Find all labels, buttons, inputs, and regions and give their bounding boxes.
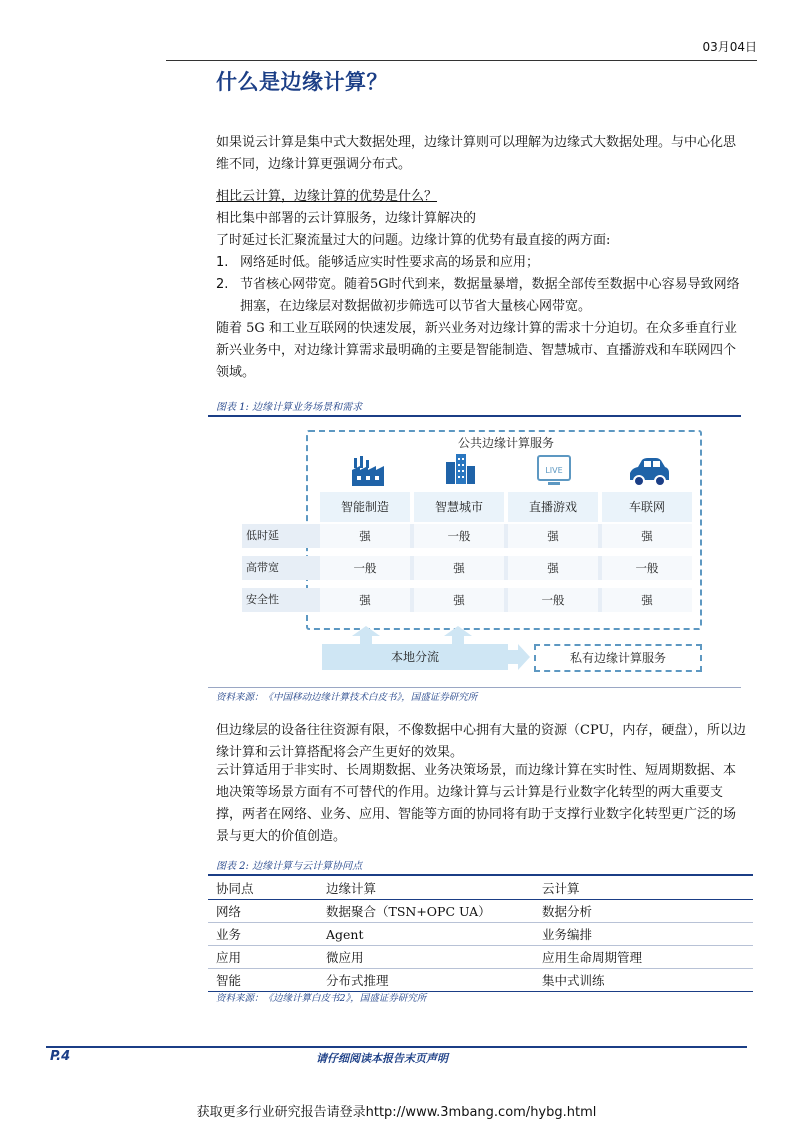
diagram-cell: 一般	[414, 524, 504, 548]
list-number: 1.	[216, 255, 229, 270]
column-live-gaming: 直播游戏	[508, 492, 598, 522]
table-cell: 智能	[208, 969, 318, 992]
table-cell: 业务	[208, 923, 318, 946]
column-smart-manufacturing: 智能制造	[320, 492, 410, 522]
figure1-source-rule	[208, 687, 741, 688]
column-connected-vehicle: 车联网	[602, 492, 692, 522]
table-cell: 集中式训练	[534, 969, 753, 992]
diagram-cell: 一般	[320, 556, 410, 580]
diagram-cell: 强	[414, 556, 504, 580]
diagram-cell: 一般	[508, 588, 598, 612]
edge-scenario-diagram	[208, 418, 741, 686]
live-icon	[534, 454, 574, 488]
demand-paragraph: 随着 5G 和工业互联网的快速发展，新兴业务对边缘计算的需求十分迫切。在众多垂直行业新兴业务中，对边缘计算需求最明确的主要是智能制造、智慧城市、直播游戏和车联网四个领域。	[216, 321, 737, 380]
more-reports-link[interactable]: 获取更多行业研究报告请登录http://www.3mbang.com/hybg.html	[196, 1105, 597, 1120]
advantage-list	[216, 252, 748, 318]
table-row	[208, 900, 753, 923]
live-icon-text: LIVE	[545, 466, 563, 475]
table-header: 云计算	[534, 875, 753, 900]
page-number: P.4	[50, 1049, 71, 1064]
table-header-row	[208, 875, 753, 900]
diagram-cell: 强	[602, 588, 692, 612]
table-cell: Agent	[318, 923, 534, 946]
row-label-bandwidth: 高带宽	[246, 561, 279, 574]
table-cell: 网络	[208, 900, 318, 923]
car-icon	[626, 456, 666, 490]
up-arrow-icon	[440, 624, 476, 646]
table-row	[208, 969, 753, 992]
diagram-cell: 强	[602, 524, 692, 548]
table-header: 边缘计算	[318, 875, 534, 900]
diagram-cell: 强	[508, 556, 598, 580]
advantage-question: 相比云计算，边缘计算的优势是什么？	[216, 189, 438, 204]
list-text: 节省核心网带宽。随着5G时代到来，数据量暴增，数据全部传至数据中心容易导致网络拥塞，在边缘层对数据做初步筛选可以节省大量核心网带宽。	[240, 277, 740, 314]
row-label-security: 安全性	[246, 593, 279, 606]
list-number: 2.	[216, 277, 229, 292]
diagram-cell: 一般	[602, 556, 692, 580]
diagram-cell: 强	[508, 524, 598, 548]
private-service-box: 私有边缘计算服务	[534, 644, 702, 672]
table-cell: 应用	[208, 946, 318, 969]
report-date: 03月04日	[702, 40, 757, 54]
diagram-cell: 强	[414, 588, 504, 612]
public-service-title: 公共边缘计算服务	[457, 436, 554, 450]
table-cell: 应用生命周期管理	[534, 946, 753, 969]
footer-rule	[46, 1046, 747, 1048]
advantage-line-2: 了时延过长汇聚流量过大的问题。边缘计算的优势有最直接的两方面:	[216, 233, 611, 248]
advantage-section	[216, 186, 748, 318]
collaboration-table	[208, 874, 753, 992]
column-smart-city: 智慧城市	[414, 492, 504, 522]
factory-icon	[348, 454, 388, 488]
table-row	[208, 923, 753, 946]
list-item	[216, 252, 748, 274]
right-arrow-icon	[506, 644, 530, 670]
figure2-source: 资料来源：《边缘计算白皮书2》，国盛证券研究所	[216, 993, 427, 1004]
header-rule	[166, 60, 757, 61]
table-cell: 分布式推理	[318, 969, 534, 992]
intro-paragraph: 如果说云计算是集中式大数据处理，边缘计算则可以理解为边缘式大数据处理。与中心化思维不同，边缘计算更强调分布式。	[216, 135, 737, 172]
city-icon	[440, 452, 480, 486]
limits-paragraph: 但边缘层的设备往往资源有限，不像数据中心拥有大量的资源（CPU，内存，硬盘），所以边缘计算和云计算搭配将会产生更好的效果。	[216, 723, 746, 760]
up-arrow-icon	[348, 624, 384, 646]
list-text: 网络延时低。能够适应实时性要求高的场景和应用；	[240, 255, 540, 270]
figure2-caption: 图表 2: 边缘计算与云计算协同点	[216, 861, 363, 872]
figure1-source: 资料来源：《中国移动边缘计算技术白皮书》，国盛证券研究所	[216, 692, 478, 703]
table-header: 协同点	[208, 875, 318, 900]
list-item	[216, 274, 748, 318]
diagram-cell: 强	[320, 524, 410, 548]
table-cell: 数据聚合（TSN+OPC UA）	[318, 900, 534, 923]
page-title: 什么是边缘计算？	[216, 70, 388, 94]
figure1-caption: 图表 1: 边缘计算业务场景和需求	[216, 402, 363, 413]
disclaimer-note: 请仔细阅读本报告末页声明	[316, 1052, 448, 1065]
row-label-latency: 低时延	[246, 529, 279, 542]
cloud-paragraph: 云计算适用于非实时、长周期数据、业务决策场景，而边缘计算在实时性、短周期数据、本地决策等场景方面有不可替代的作用。边缘计算与云计算是行业数字化转型的两大重要支撑，两者在网络、业务、应用、智能等方面的协同将有助于支撑行业数字化转型更广泛的场景与更大的价值创造。	[216, 763, 737, 844]
advantage-line-1: 相比集中部署的云计算服务，边缘计算解决的	[216, 211, 477, 226]
local-offload-box: 本地分流	[322, 644, 508, 670]
figure1-rule	[208, 415, 741, 417]
table-cell: 数据分析	[534, 900, 753, 923]
table-cell: 微应用	[318, 946, 534, 969]
diagram-cell: 强	[320, 588, 410, 612]
table-cell: 业务编排	[534, 923, 753, 946]
table-row	[208, 946, 753, 969]
